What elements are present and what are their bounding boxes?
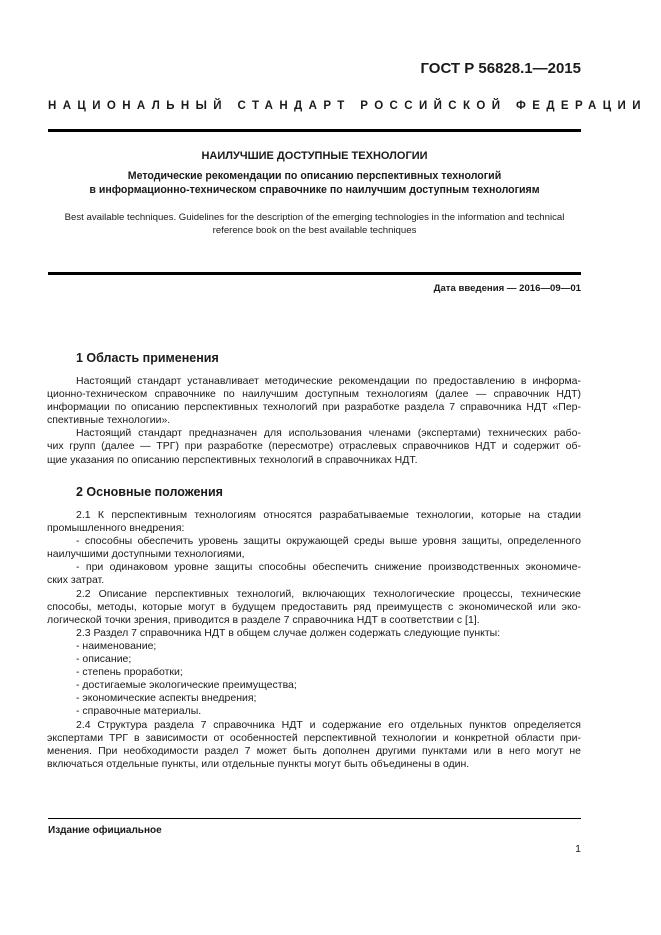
text-line: щие указания по описанию перспективных технологий в справочниках НДТ. — [47, 453, 418, 466]
subtitle-line: в информационно-техническом справочнике по наилучшим доступным технологиям — [89, 184, 540, 196]
section-2-body — [47, 509, 581, 771]
section-heading: 1 Область применения — [76, 351, 219, 365]
list-item: - способны обеспечить уровень защиты окружающей среды выше уровня защиты, определенного — [76, 535, 581, 548]
subtitle-line: Методические рекомендации по описанию перспективных технологий — [127, 170, 502, 182]
document-title: НАИЛУЧШИЕ ДОСТУПНЫЕ ТЕХНОЛОГИИ — [201, 150, 428, 162]
text-line: наилучшими доступными технологиями, — [47, 548, 245, 561]
list-item: - наименование; — [76, 639, 157, 652]
document-subtitle — [48, 169, 581, 197]
section-heading: 2 Основные положения — [76, 485, 223, 499]
list-item: - степень проработки; — [76, 666, 183, 679]
edition-label: Издание официальное — [48, 825, 162, 836]
text-line: экспертами ТРГ в зависимости от особенностей перспективной технологии и конкретной области при- — [47, 731, 581, 744]
text-line: 2.3 Раздел 7 справочника НДТ в общем случае должен содержать следующие пункты: — [76, 626, 501, 639]
text-line: менения. При необходимости раздел 7 может быть дополнен другими пунктами или в него могут не — [47, 744, 581, 757]
title-divider-thin — [48, 274, 581, 275]
text-line: включаться отдельные пункты, или отдельные пункты могут быть объединены в один. — [47, 757, 470, 770]
standard-number: ГОСТ Р 56828.1—2015 — [420, 60, 581, 77]
introduction-date: Дата введения — 2016—09—01 — [433, 283, 581, 294]
text-line: информации по описанию перспективных технологий при разработке раздела 7 справочника НДТ «Пер- — [47, 401, 581, 414]
text-line: 2.2 Описание перспективных технологий, включающих технологические процессы, технические — [76, 587, 581, 600]
national-standard-banner: НАЦИОНАЛЬНЫЙ СТАНДАРТ РОССИЙСКОЙ ФЕДЕРАЦИИ — [48, 100, 647, 112]
footer-divider — [48, 818, 581, 819]
section-1-body — [47, 375, 581, 467]
page-number: 1 — [575, 843, 581, 855]
text-line: 2.4 Структура раздела 7 справочника НДТ и содержание его отдельных пунктов определяется — [76, 718, 581, 731]
english-title-line: reference book on the best available techniques — [212, 224, 417, 236]
list-item: - при одинаковом уровне защиты способны обеспечить снижение производственных экономиче- — [76, 561, 581, 574]
text-line: ционно-техническом справочнике по наилучшим доступным технологиям (далее — справочник НДТ) — [47, 388, 581, 401]
text-line: Настоящий стандарт устанавливает методические рекомендации по предоставлению в информа- — [76, 375, 581, 387]
list-item: - экономические аспекты внедрения; — [76, 692, 257, 705]
text-line: 2.1 К перспективным технологиям относятся разрабатываемые технологии, которые на стадии — [76, 509, 581, 521]
text-line: чих групп (далее — ТРГ) при разработке (пересмотре) отраслевых справочников НДТ и содержит об- — [47, 440, 581, 453]
list-item: - описание; — [76, 653, 132, 666]
header-divider-thin — [48, 131, 581, 132]
text-line: Настоящий стандарт предназначен для использования членами (экспертами) технических рабо- — [76, 427, 581, 440]
list-item: - достигаемые экологические преимущества; — [76, 679, 297, 692]
text-line: способы, методы, которые могут в будущем предоставить ряд преимуществ с экономической или эко- — [47, 600, 581, 613]
english-title-line: Best available techniques. Guidelines for the description of the emerging technologies in the information and technical — [64, 212, 565, 223]
text-line: спективные технологии». — [47, 414, 171, 427]
list-item: - справочные материалы. — [76, 705, 202, 718]
text-line: промышленного внедрения: — [47, 522, 185, 535]
text-line: ских затрат. — [47, 574, 105, 587]
english-title — [48, 212, 581, 237]
text-line: логической точки зрения, приводится в разделе 7 справочника НДТ в соответствии с [1]. — [47, 613, 480, 626]
